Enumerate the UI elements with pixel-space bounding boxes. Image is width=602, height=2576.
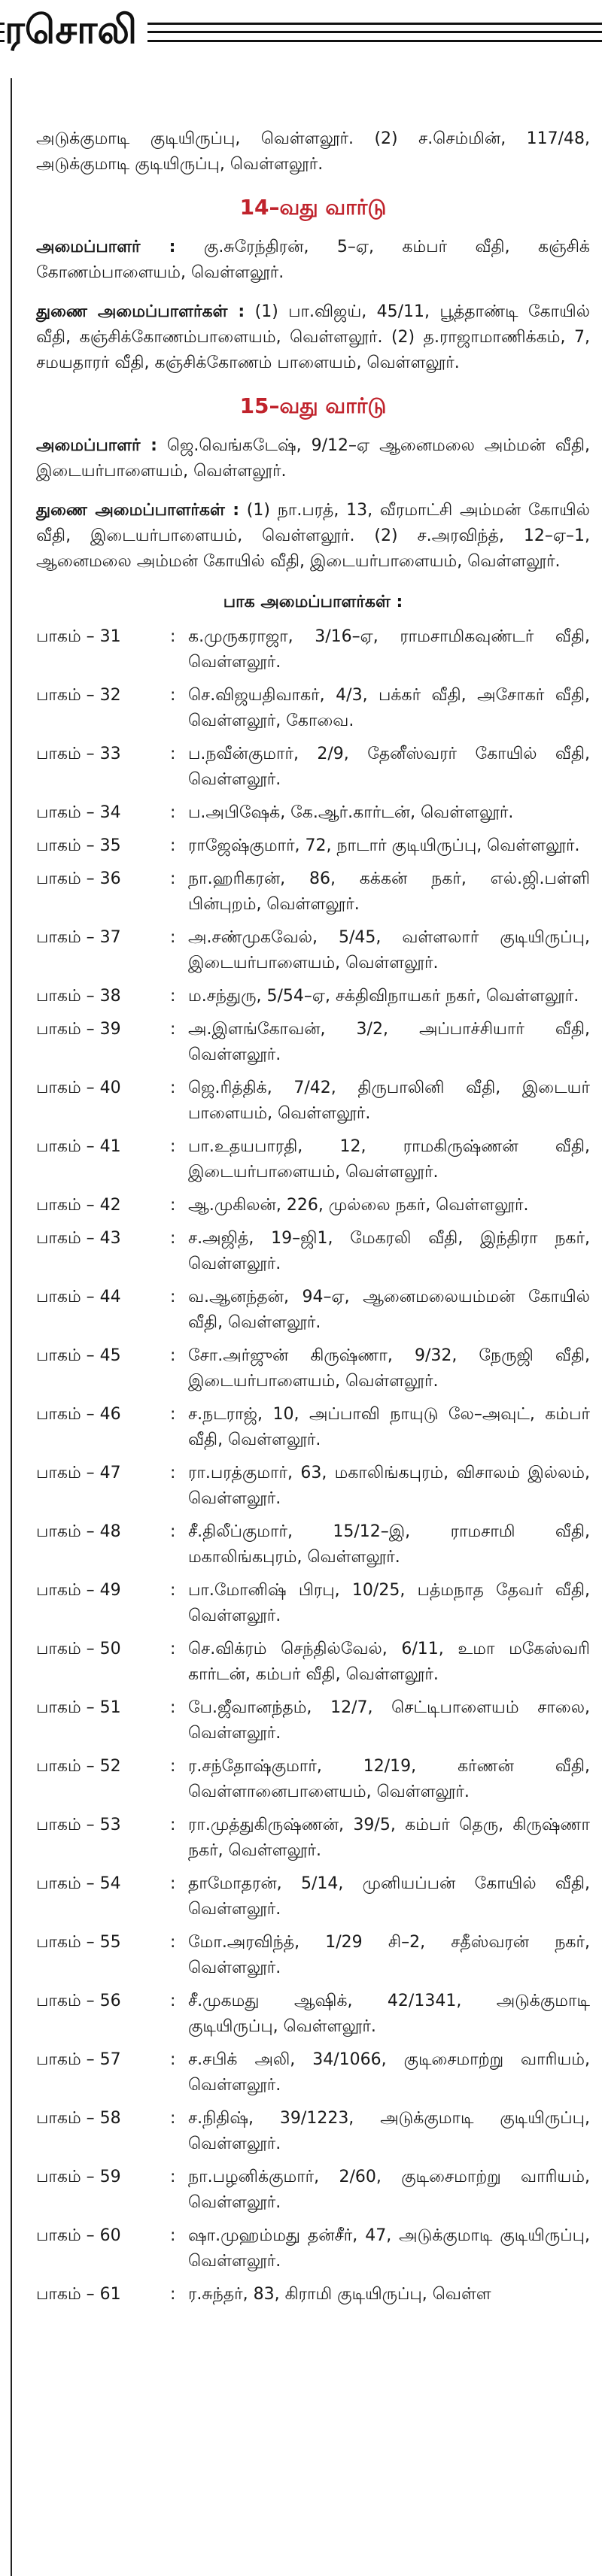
booth-colon: : (170, 2226, 176, 2245)
booth-label: பாகம் – 32 (36, 686, 121, 705)
booth-label: பாகம் – 48 (36, 1522, 121, 1541)
booth-row (36, 800, 590, 826)
booth-row (36, 1578, 590, 1629)
booth-label: பாகம் – 57 (36, 2050, 121, 2069)
booth-member-text: ப.அபிஷேக், கே.ஆர்.கார்டன், வெள்ளலூர். (188, 803, 514, 822)
booth-colon: : (170, 2285, 176, 2304)
booth-row (36, 1813, 590, 1864)
booth-member-text: ம.சந்துரு, 5/54–ஏ, சக்திவிநாயகர் நகர், வெள்ளலூர். (188, 987, 579, 1006)
booth-member-text: மோ.அரவிந்த், 1/29 சி–2, சதீஸ்வரன் நகர், வெள்ளலூர். (188, 1933, 590, 1977)
booth-member-text: ரா.முத்துகிருஷ்ணன், 39/5, கம்பர் தெரு, கிருஷ்ணா நகர், வெள்ளலூர். (188, 1816, 590, 1860)
booth-label: பாகம் – 56 (36, 1992, 121, 2010)
booth-row (36, 1343, 590, 1394)
booth-member-text: ச.நடராஜ், 10, அப்பாவி நாயுடு லே–அவுட், கம்பர் வீதி, வெள்ளலூர். (188, 1405, 590, 1449)
booth-colon: : (170, 1640, 176, 1658)
booth-colon: : (170, 1079, 176, 1097)
booth-row (36, 742, 590, 793)
booth-label: பாகம் – 61 (36, 2285, 121, 2304)
booth-row (36, 1989, 590, 2040)
booth-label: பாகம் – 51 (36, 1698, 121, 1717)
booth-label: பாகம் – 50 (36, 1640, 121, 1658)
booth-label: பாகம் – 55 (36, 1933, 121, 1952)
deputy-label: துணை அமைப்பாளர்கள் : (36, 501, 240, 520)
masthead-title: ரசொலி (5, 6, 147, 54)
booth-colon: : (170, 745, 176, 763)
booth-label: பாகம் – 38 (36, 987, 121, 1006)
intro-text: அடுக்குமாடி குடியிருப்பு, வெள்ளலூர். (2) ச.செம்மின், 117/48, அடுக்குமாடி குடியிருப்பு, வெள்ளலூர். (36, 129, 590, 174)
booth-row (36, 1193, 590, 1218)
booth-row (36, 2223, 590, 2274)
booth-colon: : (170, 869, 176, 888)
deputy-text: (1) பா.விஜய், 45/11, பூத்தாண்டி கோயில் வீதி, கஞ்சிக்கோணம்பாளையம், வெள்ளலூர். (2) த.ராஜாமாணிக்கம், 7, சமயதாரர் வீதி, கஞ்சிக்கோணம் பாளையம், வெள்ளலூர். (36, 302, 591, 372)
booth-member-text: ர.சுந்தர், 83, கிராமி குடியிருப்பு, வெள்ள (188, 2285, 491, 2304)
booth-row (36, 2106, 590, 2157)
ward-15-deputies (36, 498, 590, 575)
booth-colon: : (170, 686, 176, 705)
booth-colon: : (170, 928, 176, 947)
booth-label: பாகம் – 35 (36, 836, 121, 855)
booth-row (36, 1134, 590, 1185)
booth-colon: : (170, 1405, 176, 1424)
booth-row (36, 1076, 590, 1127)
booth-member-text: ச.அஜித், 19–ஜி1, மேகரலி வீதி, இந்திரா நகர், வெள்ளலூர். (188, 1229, 590, 1273)
booth-label: பாகம் – 36 (36, 869, 121, 888)
booth-label: பாகம் – 37 (36, 928, 121, 947)
booth-colon: : (170, 1757, 176, 1776)
booth-colon: : (170, 1698, 176, 1717)
booth-label: பாகம் – 33 (36, 745, 121, 763)
article-column (11, 78, 594, 2576)
booth-member-text: ரா.பரத்குமார், 63, மகாலிங்கபுரம், விசாலம் இல்லம், வெள்ளலூர். (188, 1464, 590, 1508)
booth-colon: : (170, 1137, 176, 1156)
ward-15-heading: 15–வது வார்டு (239, 393, 387, 418)
newspaper-masthead (0, 0, 602, 78)
booth-label: பாகம் – 40 (36, 1079, 121, 1097)
booth-row (36, 1695, 590, 1746)
booth-label: பாகம் – 31 (36, 627, 121, 646)
booth-row (36, 1461, 590, 1512)
ward-14-heading: 14–வது வார்டு (239, 195, 387, 220)
booth-member-text: செ.விக்ரம் செந்தில்வேல், 6/11, உமா மகேஸ்வரி கார்டன், கம்பர் வீதி, வெள்ளலூர். (188, 1640, 590, 1684)
booth-label: பாகம் – 34 (36, 803, 121, 822)
booth-row (36, 866, 590, 918)
deputy-label: துணை அமைப்பாளர்கள் : (36, 302, 245, 321)
booth-colon: : (170, 2109, 176, 2128)
booth-row (36, 1754, 590, 1805)
booth-member-text: அ.இளங்கோவன், 3/2, அப்பாச்சியார் வீதி, வெள்ளலூர். (188, 1020, 590, 1064)
booth-member-text: ஷா.முஹம்மது தன்சீர், 47, அடுக்குமாடி குடியிருப்பு, வெள்ளலூர். (188, 2226, 590, 2271)
booth-row (36, 683, 590, 734)
booth-member-text: சீ.திலீப்குமார், 15/12–இ, ராமசாமி வீதி, மகாலிங்கபுரம், வெள்ளலூர். (188, 1522, 590, 1567)
booth-colon: : (170, 627, 176, 646)
organizer-label: அமைப்பாளர் : (36, 436, 157, 455)
booth-member-text: அ.சண்முகவேல், 5/45, வள்ளலார் குடியிருப்பு, இடையர்பாளையம், வெள்ளலூர். (188, 928, 590, 972)
ward-15-organizer (36, 433, 590, 484)
booth-member-text: ஜெ.ரித்திக், 7/42, திருபாலினி வீதி, இடையர் பாளையம், வெள்ளலூர். (188, 1079, 590, 1123)
booth-label: பாகம் – 52 (36, 1757, 121, 1776)
booth-member-text: ராஜேஷ்குமார், 72, நாடார் குடியிருப்பு, வெள்ளலூர். (188, 836, 580, 855)
ward-14-deputies (36, 299, 590, 376)
booth-colon: : (170, 1196, 176, 1215)
booth-colon: : (170, 1020, 176, 1039)
booth-organizers-heading: பாக அமைப்பாளர்கள் : (223, 593, 403, 611)
booth-colon: : (170, 1288, 176, 1306)
booth-member-text: நா.ஹரிகரன், 86, கக்கன் நகர், எல்.ஜி.பள்ளி பின்புறம், வெள்ளலூர். (188, 869, 590, 914)
booth-colon: : (170, 2168, 176, 2186)
booth-label: பாகம் – 46 (36, 1405, 121, 1424)
booth-label: பாகம் – 53 (36, 1816, 121, 1834)
booth-label: பாகம் – 44 (36, 1288, 121, 1306)
booth-member-text: பா.உதயபாரதி, 12, ராமகிருஷ்ணன் வீதி, இடையர்பாளையம், வெள்ளலூர். (188, 1137, 590, 1182)
booth-member-text: பே.ஜீவானந்தம், 12/7, செட்டிபாளையம் சாலை, வெள்ளலூர். (188, 1698, 590, 1743)
booth-label: பாகம் – 59 (36, 2168, 121, 2186)
booth-colon: : (170, 1581, 176, 1600)
booth-member-text: ச.நிதிஷ், 39/1223, அடுக்குமாடி குடியிருப்பு, வெள்ளலூர். (188, 2109, 590, 2153)
organizer-label: அமைப்பாளர் : (36, 238, 176, 256)
booth-label: பாகம் – 47 (36, 1464, 121, 1482)
booth-row (36, 2047, 590, 2098)
booth-colon: : (170, 1816, 176, 1834)
booth-row (36, 1930, 590, 1981)
booth-member-text: பா.மோனிஷ் பிரபு, 10/25, பத்மநாத தேவர் வீதி, வெள்ளலூர். (188, 1581, 590, 1625)
booth-label: பாகம் – 42 (36, 1196, 121, 1215)
booth-row (36, 2282, 590, 2307)
booth-row (36, 925, 590, 976)
booth-row (36, 1226, 590, 1277)
booth-row (36, 984, 590, 1009)
booth-colon: : (170, 1992, 176, 2010)
booth-member-text: ச.சபிக் அலி, 34/1066, குடிசைமாற்று வாரியம், வெள்ளலூர். (188, 2050, 590, 2095)
booth-member-text: ஆ.முகிலன், 226, முல்லை நகர், வெள்ளலூர். (188, 1196, 529, 1215)
booth-member-text: செ.விஜயதிவாகர், 4/3, பக்கர் வீதி, அசோகர் வீதி, வெள்ளலூர், கோவை. (188, 686, 590, 730)
booth-list (36, 624, 590, 2307)
booth-row (36, 624, 590, 675)
booth-colon: : (170, 1522, 176, 1541)
booth-row (36, 1871, 590, 1922)
booth-colon: : (170, 2050, 176, 2069)
booth-row (36, 1017, 590, 1068)
booth-row (36, 1519, 590, 1570)
booth-row (36, 1637, 590, 1688)
booth-label: பாகம் – 45 (36, 1346, 121, 1365)
booth-member-text: ப.நவீன்குமார், 2/9, தேனீஸ்வரர் கோயில் வீதி, வெள்ளலூர். (188, 745, 590, 789)
booth-colon: : (170, 1229, 176, 1248)
booth-member-text: தாமோதரன், 5/14, முனியப்பன் கோயில் வீதி, வெள்ளலூர். (188, 1874, 590, 1919)
booth-colon: : (170, 1464, 176, 1482)
booth-label: பாகம் – 43 (36, 1229, 121, 1248)
booth-label: பாகம் – 54 (36, 1874, 121, 1893)
booth-row (36, 2165, 590, 2216)
booth-member-text: ர.சந்தோஷ்குமார், 12/19, கர்ணன் வீதி, வெள்ளானைபாளையம், வெள்ளலூர். (188, 1757, 590, 1801)
booth-colon: : (170, 803, 176, 822)
booth-colon: : (170, 1874, 176, 1893)
booth-row (36, 1402, 590, 1453)
ward-14-organizer (36, 235, 590, 286)
booth-member-text: வ.ஆனந்தன், 94–ஏ, ஆனைமலையம்மன் கோயில் வீதி, வெள்ளலூர். (188, 1288, 590, 1332)
organizer-text: கு.சுரேந்திரன், 5–ஏ, கம்பர் வீதி, கஞ்சிக் கோணம்பாளையம், வெள்ளலூர். (36, 238, 591, 282)
booth-label: பாகம் – 58 (36, 2109, 121, 2128)
booth-colon: : (170, 987, 176, 1006)
booth-label: பாகம் – 49 (36, 1581, 121, 1600)
booth-member-text: சீ.முகமது ஆஷிக், 42/1341, அடுக்குமாடி குடியிருப்பு, வெள்ளலூர். (188, 1992, 590, 2036)
booth-row (36, 833, 590, 859)
booth-colon: : (170, 1933, 176, 1952)
booth-label: பாகம் – 41 (36, 1137, 121, 1156)
booth-member-text: நா.பழனிக்குமார், 2/60, குடிசைமாற்று வாரியம், வெள்ளலூர். (188, 2168, 590, 2212)
booth-label: பாகம் – 39 (36, 1020, 121, 1039)
booth-colon: : (170, 1346, 176, 1365)
booth-member-text: க.முருகராஜா, 3/16–ஏ, ராமசாமிகவுண்டர் வீதி, வெள்ளலூர். (188, 627, 590, 672)
booth-member-text: சோ.அர்ஜுன் கிருஷ்ணா, 9/32, நேருஜி வீதி, இடையர்பாளையம், வெள்ளலூர். (188, 1346, 590, 1391)
booth-label: பாகம் – 60 (36, 2226, 121, 2245)
organizer-text: ஜெ.வெங்கடேஷ், 9/12–ஏ ஆனைமலை அம்மன் வீதி, இடையர்பாளையம், வெள்ளலூர். (36, 436, 590, 481)
booth-row (36, 1285, 590, 1336)
deputy-text: (1) நா.பரத், 13, வீரமாட்சி அம்மன் கோயில் வீதி, இடையர்பாளையம், வெள்ளலூர். (2) ச.அரவிந்த், 12–ஏ–1, ஆனைமலை அம்மன் கோயில் வீதி, இடையர்பாளையம், வெள்ளலூர். (36, 501, 590, 571)
booth-colon: : (170, 836, 176, 855)
